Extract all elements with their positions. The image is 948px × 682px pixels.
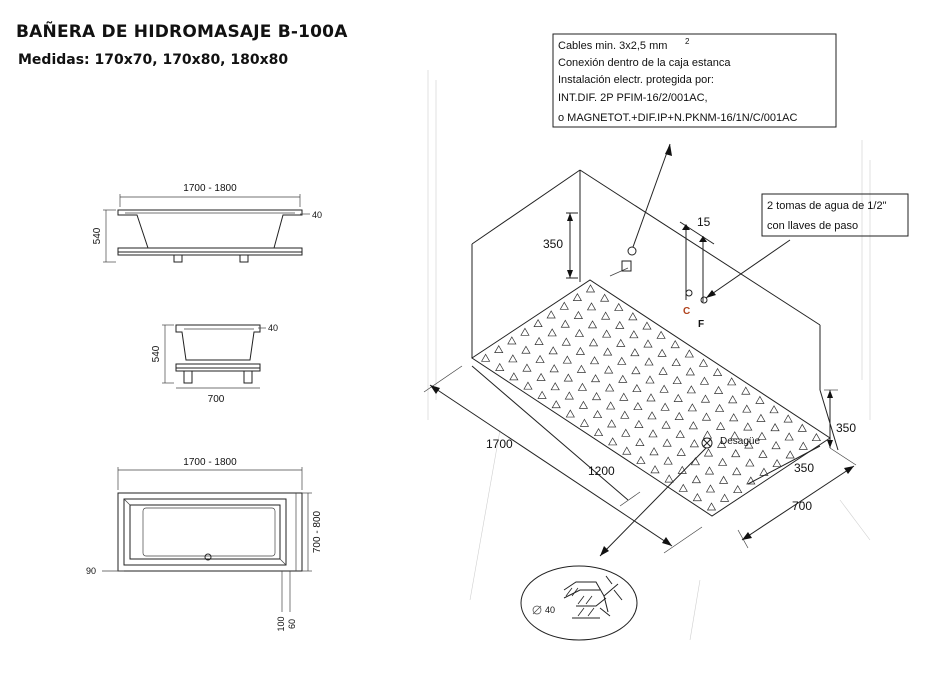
floor-tile <box>616 322 624 329</box>
floor-tile <box>699 359 707 366</box>
floor-tile <box>620 393 628 400</box>
end-view <box>151 323 278 405</box>
drain-label: Desagüe <box>720 436 761 447</box>
floor-tile <box>730 414 738 421</box>
isometric-installation <box>424 34 908 640</box>
floor-tile <box>714 369 722 376</box>
floor-tile <box>587 285 595 292</box>
side-rim-label: 40 <box>312 210 323 220</box>
floor-tile <box>634 403 642 410</box>
floor-tile <box>552 401 560 408</box>
electrical-line-4: INT.DIF. 2P PFIM-16/2/001AC, <box>558 92 708 104</box>
floor-tile <box>524 382 532 389</box>
floor-tile <box>573 294 581 301</box>
electrical-line-1: Cables min. 3x2,5 mm <box>558 40 668 52</box>
floor-tile <box>631 349 639 356</box>
junction-box-outlet <box>628 247 636 255</box>
floor-tile <box>602 312 610 319</box>
floor-tile <box>665 475 673 482</box>
wall-height-label: 350 <box>543 237 564 251</box>
electrical-line-2: Conexión dentro de la caja estanca <box>558 57 731 69</box>
width-label: 700 <box>792 499 813 513</box>
hot-label: C <box>683 306 691 317</box>
floor-tile <box>617 339 625 346</box>
floor-tile <box>686 368 694 375</box>
floor-tile <box>716 405 724 412</box>
floor-tile <box>728 378 736 385</box>
water-line-2: con llaves de paso <box>767 220 859 232</box>
hot-inlet <box>686 290 692 296</box>
floor-tile <box>619 375 627 382</box>
floor-tile <box>535 338 543 345</box>
floor-tile <box>743 405 751 412</box>
floor-tile <box>734 486 742 493</box>
page-title: BAÑERA DE HIDROMASAJE B-100A <box>16 22 348 42</box>
floor-tile <box>785 433 793 440</box>
floor-tile <box>660 385 668 392</box>
top-bottom-a-label: 100 <box>276 616 286 632</box>
floor-tile <box>707 503 715 510</box>
floor-tile <box>770 406 778 413</box>
floor-tile <box>742 387 750 394</box>
floor-tile <box>564 374 572 381</box>
floor-tile <box>704 449 712 456</box>
floor-tile <box>609 438 617 445</box>
floor-tile <box>690 440 698 447</box>
floor-tile <box>692 476 700 483</box>
floor-tile <box>746 459 754 466</box>
floor-tile <box>687 386 695 393</box>
floor-tile <box>645 358 653 365</box>
floor-tile <box>647 394 655 401</box>
right-height-label: 350 <box>836 421 857 435</box>
floor-tile <box>538 391 546 398</box>
top-length-label: 1700 - 1800 <box>183 457 237 468</box>
floor-tile <box>521 328 529 335</box>
floor-tile <box>744 423 752 430</box>
floor-tile <box>580 419 588 426</box>
floor-tile <box>812 434 820 441</box>
floor-tile <box>721 494 729 501</box>
floor-tile <box>773 460 781 467</box>
floor-tile <box>495 346 503 353</box>
floor-tile <box>601 294 609 301</box>
floor-tile <box>547 311 555 318</box>
floor-tile <box>644 340 652 347</box>
floor-tile <box>603 330 611 337</box>
floor-tile <box>798 424 806 431</box>
floor-tile <box>701 395 709 402</box>
floor-tile <box>608 420 616 427</box>
floor-tile <box>679 484 687 491</box>
floor-tile <box>688 404 696 411</box>
floor-tile <box>757 414 765 421</box>
floor-tile <box>536 356 544 363</box>
floor-tile <box>756 397 764 404</box>
floor-tile <box>677 449 685 456</box>
floor-tile <box>720 476 728 483</box>
floor-tile <box>563 356 571 363</box>
floor-tile <box>673 377 681 384</box>
floor-tile <box>693 494 701 501</box>
floor-tile <box>605 366 613 373</box>
top-bottom-b-label: 60 <box>287 618 297 630</box>
floor-tile <box>672 359 680 366</box>
floor-tile <box>604 348 612 355</box>
floor-tile <box>649 430 657 437</box>
floor-tile <box>799 442 807 449</box>
floor-tile <box>635 421 643 428</box>
floor-tile <box>534 320 542 327</box>
electrical-line-5: o MAGNETOT.+DIF.IP+N.PKNM-16/1N/C/001AC <box>558 112 798 124</box>
floor-tile <box>576 348 584 355</box>
floor-tile <box>550 365 558 372</box>
floor-tile <box>522 346 530 353</box>
floor-tile <box>607 402 615 409</box>
floor-tile <box>562 338 570 345</box>
floor-tile <box>482 354 490 361</box>
page-subtitle: Medidas: 170x70, 170x80, 180x80 <box>18 52 289 68</box>
floor-tile <box>703 431 711 438</box>
floor-tile <box>658 349 666 356</box>
floor-tile <box>595 429 603 436</box>
electrical-superscript: 2 <box>685 37 690 46</box>
floor-tile <box>593 393 601 400</box>
side-width-label: 1700 - 1800 <box>183 183 237 194</box>
floor-tile <box>717 423 725 430</box>
floor-tile <box>659 367 667 374</box>
floor-tile <box>706 485 714 492</box>
floor-tile <box>637 457 645 464</box>
floor-tile <box>551 383 559 390</box>
floor-tile <box>633 385 641 392</box>
end-height-label: 540 <box>151 345 162 363</box>
floor-tile <box>685 350 693 357</box>
floor-tile <box>592 375 600 382</box>
floor-tile <box>632 367 640 374</box>
floor-tile <box>732 450 740 457</box>
floor-tile <box>784 415 792 422</box>
floor-tile <box>509 355 517 362</box>
floor-tile <box>663 439 671 446</box>
side-height-label: 540 <box>92 227 103 245</box>
floor-tile <box>702 413 710 420</box>
floor-tile <box>643 322 651 329</box>
top-depth-label: 700 - 800 <box>312 510 323 554</box>
floor-tile <box>589 321 597 328</box>
end-width-label: 700 <box>207 394 225 405</box>
floor-tile <box>661 403 669 410</box>
floor-tile <box>650 448 658 455</box>
floor-tile <box>664 457 672 464</box>
floor-tile <box>496 364 504 371</box>
floor-tile <box>646 376 654 383</box>
floor-tile <box>657 331 665 338</box>
floor-tile <box>675 413 683 420</box>
floor-tile <box>623 447 631 454</box>
floor-tile <box>537 374 545 381</box>
water-line-1: 2 tomas de agua de 1/2" <box>767 200 887 212</box>
floor-tile <box>630 331 638 338</box>
floor-tile <box>729 396 737 403</box>
floor-tile <box>560 302 568 309</box>
top-view <box>86 457 323 632</box>
floor-tile <box>700 377 708 384</box>
floor-tile <box>671 341 679 348</box>
floor-tile <box>561 320 569 327</box>
floor-tile <box>579 401 587 408</box>
floor-tile <box>566 410 574 417</box>
right-offset-label: 350 <box>794 461 815 475</box>
pipe-diameter-label: 40 <box>545 605 556 615</box>
floor-tile <box>629 313 637 320</box>
floor-tile <box>676 431 684 438</box>
floor-tile <box>786 451 794 458</box>
floor-tile <box>615 304 623 311</box>
floor-tile <box>594 411 602 418</box>
floor-tile <box>651 466 659 473</box>
junction-box <box>622 261 631 271</box>
floor-tile <box>618 357 626 364</box>
floor-tile <box>733 468 741 475</box>
floor-tile <box>574 312 582 319</box>
side-view <box>92 183 322 262</box>
end-rim-label: 40 <box>268 323 279 333</box>
floor-tile <box>662 421 670 428</box>
floor-tile <box>648 412 656 419</box>
floor-tile <box>759 450 767 457</box>
floor-tile <box>577 365 585 372</box>
floor-tile <box>549 347 557 354</box>
floor-tile <box>548 329 556 336</box>
floor-tile <box>565 392 573 399</box>
floor-tile <box>588 303 596 310</box>
floor-tile <box>575 330 583 337</box>
cold-label: F <box>698 319 705 330</box>
floor-tile <box>719 458 727 465</box>
floor-tile <box>578 383 586 390</box>
electrical-line-3: Instalación electr. protegida por: <box>558 74 714 86</box>
floor-tile <box>523 364 531 371</box>
floor-tile <box>606 384 614 391</box>
floor-tile <box>705 467 713 474</box>
floor-tile <box>622 429 630 436</box>
floor-tile <box>508 337 516 344</box>
floor-tile <box>674 395 682 402</box>
floor-tile <box>772 442 780 449</box>
floor-tile <box>591 357 599 364</box>
floor-tile <box>590 339 598 346</box>
floor-tile <box>689 422 697 429</box>
inner-length-label: 1200 <box>588 464 615 478</box>
floor-tile <box>510 373 518 380</box>
tap-gap-label: 15 <box>697 215 711 229</box>
floor-tile <box>715 387 723 394</box>
length-label: 1700 <box>486 437 513 451</box>
floor-tile <box>771 424 779 431</box>
floor-tile <box>621 411 629 418</box>
top-left-label: 90 <box>86 566 97 576</box>
floor-tile <box>636 439 644 446</box>
